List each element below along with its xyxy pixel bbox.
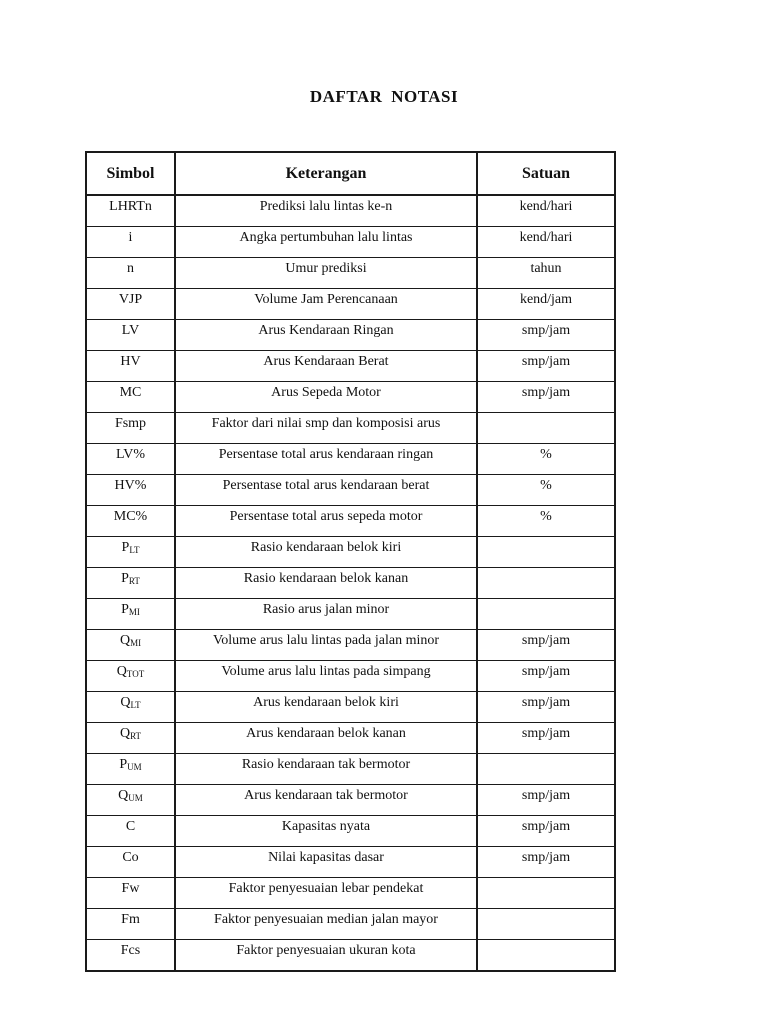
symbol-cell [86, 444, 175, 475]
symbol-text: LHRTn [109, 199, 152, 214]
description-cell: Volume Jam Perencanaan [175, 289, 477, 320]
unit-cell [477, 754, 615, 785]
unit-cell: smp/jam [477, 630, 615, 661]
symbol-cell [86, 847, 175, 878]
symbol-subscript: MI [130, 638, 142, 648]
symbol-subscript: TOT [126, 669, 145, 679]
symbol-text: MC [119, 385, 142, 400]
table-row [86, 320, 615, 351]
symbol-cell [86, 413, 175, 444]
table-row [86, 754, 615, 785]
symbol-text: Q [118, 788, 129, 803]
symbol-text: Q [119, 633, 131, 648]
description-cell: Arus kendaraan belok kanan [175, 723, 477, 754]
symbol-cell [86, 940, 175, 972]
unit-cell: kend/jam [477, 289, 615, 320]
symbol-cell [86, 568, 175, 599]
symbol-text: Fcs [120, 943, 141, 958]
description-cell: Persentase total arus sepeda motor [175, 506, 477, 537]
symbol-text: i [128, 230, 133, 245]
unit-cell: smp/jam [477, 351, 615, 382]
symbol-text: Q [116, 664, 127, 679]
unit-cell: % [477, 506, 615, 537]
symbol-cell [86, 909, 175, 940]
table-row [86, 382, 615, 413]
table-body [86, 195, 615, 971]
table-row [86, 723, 615, 754]
symbol-cell [86, 661, 175, 692]
table-row [86, 630, 615, 661]
unit-cell: smp/jam [477, 320, 615, 351]
table-row [86, 258, 615, 289]
symbol-text: HV% [114, 478, 147, 493]
unit-cell: kend/hari [477, 227, 615, 258]
table-row [86, 195, 615, 227]
symbol-cell [86, 537, 175, 568]
description-cell: Arus Kendaraan Ringan [175, 320, 477, 351]
table-row [86, 847, 615, 878]
unit-cell: tahun [477, 258, 615, 289]
symbol-text: C [125, 819, 136, 834]
symbol-cell [86, 506, 175, 537]
symbol-subscript: LT [130, 700, 141, 710]
unit-cell [477, 599, 615, 630]
unit-cell [477, 909, 615, 940]
symbol-cell [86, 351, 175, 382]
page-title: DAFTAR NOTASI [309, 87, 459, 106]
unit-cell: % [477, 444, 615, 475]
symbol-subscript: UM [127, 762, 142, 772]
table-row [86, 816, 615, 847]
symbol-cell [86, 258, 175, 289]
symbol-subscript: MI [128, 607, 140, 617]
table-row [86, 413, 615, 444]
symbol-cell [86, 630, 175, 661]
symbol-text: P [121, 571, 129, 586]
unit-cell: smp/jam [477, 785, 615, 816]
symbol-text: Q [120, 695, 131, 710]
symbol-text: LV [121, 323, 140, 338]
symbol-subscript: RT [128, 576, 140, 586]
unit-cell: smp/jam [477, 661, 615, 692]
table-row [86, 227, 615, 258]
table-row [86, 444, 615, 475]
unit-cell [477, 568, 615, 599]
symbol-text: P [121, 540, 130, 555]
symbol-cell [86, 320, 175, 351]
unit-cell [477, 537, 615, 568]
symbol-cell [86, 289, 175, 320]
symbol-cell [86, 723, 175, 754]
symbol-cell [86, 754, 175, 785]
symbol-text: Q [119, 726, 131, 741]
header-satuan: Satuan [477, 152, 615, 195]
description-cell: Faktor penyesuaian lebar pendekat [175, 878, 477, 909]
table-row [86, 940, 615, 972]
description-cell: Prediksi lalu lintas ke-n [175, 195, 477, 227]
description-cell: Rasio kendaraan tak bermotor [175, 754, 477, 785]
symbol-cell [86, 599, 175, 630]
table-row [86, 289, 615, 320]
unit-cell: smp/jam [477, 723, 615, 754]
description-cell: Arus kendaraan tak bermotor [175, 785, 477, 816]
table-row [86, 785, 615, 816]
description-cell: Nilai kapasitas dasar [175, 847, 477, 878]
symbol-text: Fm [121, 912, 140, 927]
table-row [86, 909, 615, 940]
description-cell: Volume arus lalu lintas pada simpang [175, 661, 477, 692]
description-cell: Persentase total arus kendaraan ringan [175, 444, 477, 475]
notation-table [85, 151, 616, 972]
unit-cell: smp/jam [477, 692, 615, 723]
header-keterangan: Keterangan [175, 152, 477, 195]
description-cell: Volume arus lalu lintas pada jalan minor [175, 630, 477, 661]
table-row [86, 537, 615, 568]
table-row [86, 692, 615, 723]
symbol-text: Fsmp [114, 416, 147, 431]
symbol-subscript: UM [128, 793, 143, 803]
unit-cell: smp/jam [477, 847, 615, 878]
table-header-row [86, 152, 615, 195]
unit-cell: kend/hari [477, 195, 615, 227]
symbol-text: LV% [115, 447, 146, 462]
symbol-text: VJP [118, 292, 143, 307]
description-cell: Faktor dari nilai smp dan komposisi arus [175, 413, 477, 444]
description-cell: Umur prediksi [175, 258, 477, 289]
table-row [86, 475, 615, 506]
symbol-cell [86, 878, 175, 909]
description-cell: Arus kendaraan belok kiri [175, 692, 477, 723]
table-row [86, 568, 615, 599]
symbol-cell [86, 195, 175, 227]
description-cell: Faktor penyesuaian ukuran kota [175, 940, 477, 972]
symbol-subscript: RT [130, 731, 142, 741]
unit-cell: smp/jam [477, 382, 615, 413]
unit-cell: smp/jam [477, 816, 615, 847]
table-row [86, 351, 615, 382]
description-cell: Rasio kendaraan belok kanan [175, 568, 477, 599]
symbol-text: Fw [121, 881, 140, 896]
table-row [86, 599, 615, 630]
description-cell: Rasio arus jalan minor [175, 599, 477, 630]
table-row [86, 661, 615, 692]
description-cell: Persentase total arus kendaraan berat [175, 475, 477, 506]
symbol-text: HV [120, 354, 141, 369]
description-cell: Arus Sepeda Motor [175, 382, 477, 413]
header-simbol: Simbol [86, 152, 175, 195]
symbol-cell [86, 475, 175, 506]
symbol-text: P [119, 757, 128, 772]
symbol-cell [86, 692, 175, 723]
symbol-text: P [121, 602, 129, 617]
symbol-text: n [127, 261, 134, 276]
description-cell: Rasio kendaraan belok kiri [175, 537, 477, 568]
symbol-cell [86, 785, 175, 816]
symbol-cell [86, 382, 175, 413]
table-row [86, 878, 615, 909]
description-cell: Arus Kendaraan Berat [175, 351, 477, 382]
unit-cell: % [477, 475, 615, 506]
description-cell: Angka pertumbuhan lalu lintas [175, 227, 477, 258]
description-cell: Kapasitas nyata [175, 816, 477, 847]
symbol-cell [86, 227, 175, 258]
unit-cell [477, 878, 615, 909]
symbol-cell [86, 816, 175, 847]
description-cell: Faktor penyesuaian median jalan mayor [175, 909, 477, 940]
table-row [86, 506, 615, 537]
symbol-text: MC% [113, 509, 148, 524]
symbol-text: Co [122, 850, 139, 865]
unit-cell [477, 413, 615, 444]
symbol-subscript: LT [129, 545, 140, 555]
unit-cell [477, 940, 615, 972]
